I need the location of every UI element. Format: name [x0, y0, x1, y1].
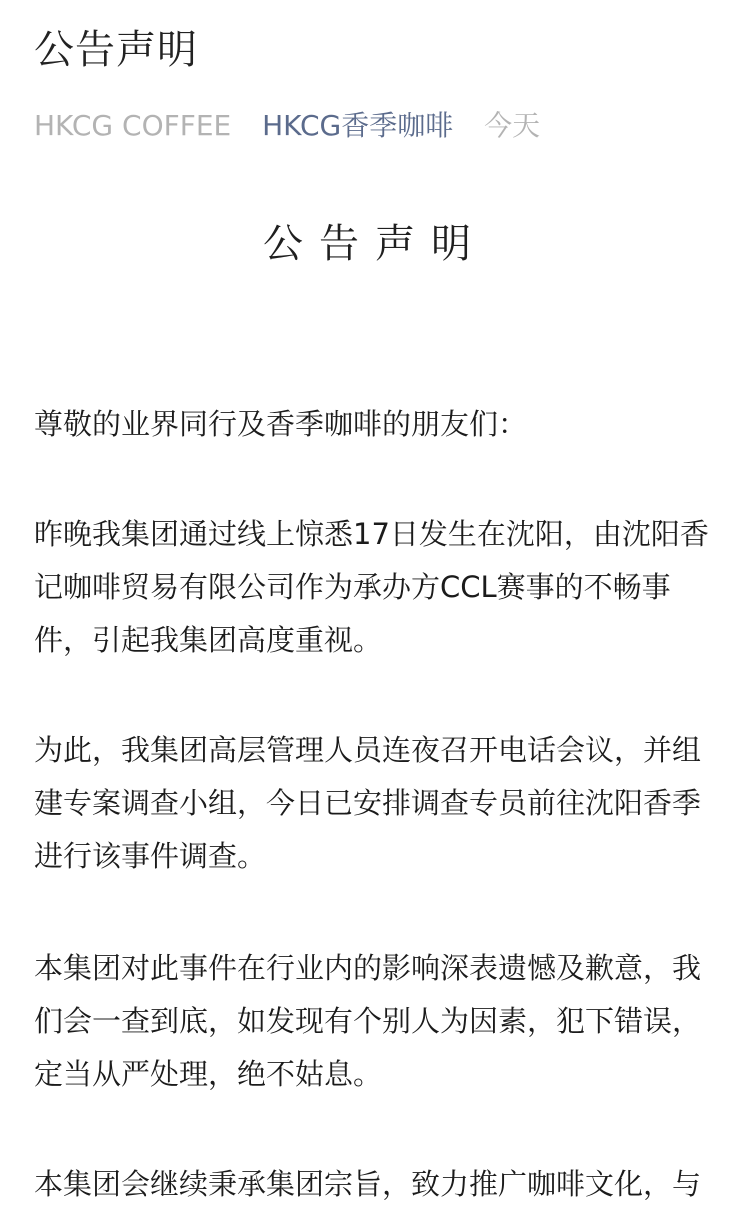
article-meta	[34, 104, 562, 144]
paragraph-1	[34, 508, 724, 667]
paragraph-line: 建专案调查小组，今日已安排调查专员前往沈阳香季	[34, 786, 702, 820]
paragraph-4	[34, 1158, 724, 1211]
paragraph-line: 定当从严处理，绝不姑息。	[34, 1057, 383, 1091]
paragraph-3	[34, 942, 724, 1101]
paragraph-line: 进行该事件调查。	[34, 839, 267, 873]
publish-date: 今天	[484, 109, 541, 142]
greeting-paragraph	[34, 398, 724, 451]
paragraph-line: 昨晚我集团通过线上惊悉17日发生在沈阳，由沈阳香	[34, 517, 709, 551]
paragraph-line: 本集团会继续秉承集团宗旨，致力推广咖啡文化，与	[34, 1167, 702, 1201]
paragraph-line: 件，引起我集团高度重视。	[34, 623, 383, 657]
paragraph-line: 本集团对此事件在行业内的影响深表遗憾及歉意，我	[34, 951, 702, 985]
article-title: 公告声明	[34, 27, 198, 73]
author-name: HKCG COFFEE	[34, 109, 232, 142]
paragraph-2	[34, 724, 724, 883]
greeting-line: 尊敬的业界同行及香季咖啡的朋友们：	[34, 407, 528, 441]
paragraph-line: 记咖啡贸易有限公司作为承办方CCL赛事的不畅事	[34, 570, 671, 604]
paragraph-line: 们会一查到底，如发现有个别人为因素，犯下错误，	[34, 1004, 702, 1038]
notice-heading: 公告声明	[263, 221, 487, 267]
account-name-link[interactable]: HKCG香季咖啡	[262, 109, 454, 142]
paragraph-line: 为此，我集团高层管理人员连夜召开电话会议，并组	[34, 733, 702, 767]
